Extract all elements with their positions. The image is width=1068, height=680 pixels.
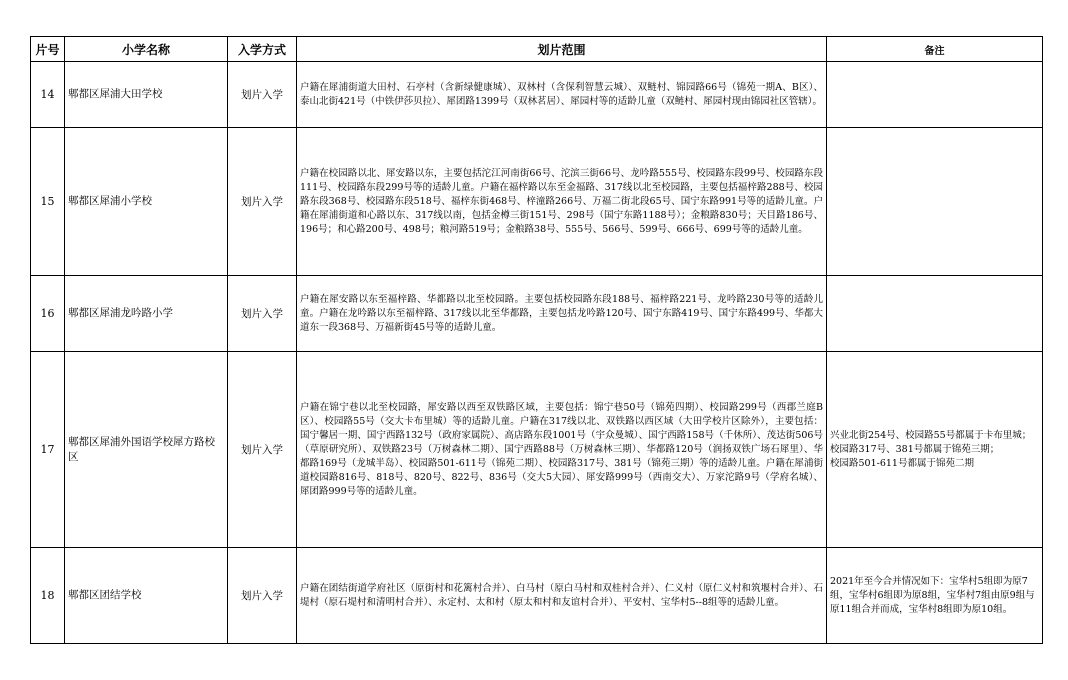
header-note: 备注 — [827, 37, 1043, 62]
school-name: 郫都区犀浦小学校 — [65, 128, 228, 276]
note — [827, 62, 1043, 128]
enroll-method: 划片入学 — [228, 548, 297, 644]
header-zone-scope: 划片范围 — [297, 37, 827, 62]
zone-scope: 户籍在校园路以北、犀安路以东，主要包括沱江河南街66号、沱滨三街66号、龙吟路555号、校园路东段99号、校园路东段111号、校园路东段299号等的适龄儿童。户籍在福梓路以东至金福路、317线以北至校园路，主要包括福梓路288号、校园路东段368号、校园路东段518号、福梓东街468号、梓潼路266号、万福二街北段65号、国宁东路991号等的适龄儿童。户籍在犀浦街道和心路以东、317线以南，包括金樽三街151号、298号（国宁东路1188号）；金粮路830号；天目路186号、196号；和心路200号、498号；粮河路519号；金粮路38号、555号、566号、599号、666号、699号等的适龄儿童。 — [297, 128, 827, 276]
enrollment-zone-table — [30, 36, 1043, 644]
note — [827, 128, 1043, 276]
school-name: 郫都区犀浦龙吟路小学 — [65, 276, 228, 352]
table-row — [31, 62, 1043, 128]
zone-scope: 户籍在团结街道学府社区（原街村和花篱村合并）、白马村（原白马村和双桂村合并）、仁义村（原仁义村和筑堰村合并）、石堤村（原石堤村和清明村合并）、永定村、太和村（原太和村和友谊村合并）、平安村、宝华村5--8组等的适龄儿童。 — [297, 548, 827, 644]
table-row — [31, 352, 1043, 548]
school-name: 郫都区犀浦外国语学校犀方路校区 — [65, 352, 228, 548]
enroll-method: 划片入学 — [228, 276, 297, 352]
row-no: 14 — [31, 62, 65, 128]
enroll-method: 划片入学 — [228, 352, 297, 548]
header-no: 片号 — [31, 37, 65, 62]
zone-scope: 户籍在锦宁巷以北至校园路，犀安路以西至双铁路区域，主要包括：锦宁巷50号（锦苑四期）、校园路299号（西郡兰庭B区）、校园路55号（交大卡布里城）等的适龄儿童。户籍在317线以北、双铁路以西区域（大田学校片区除外），主要包括：国宁馨居一期、国宁西路132号（政府家属院）、高店路东段1001号（宇众曼城）、国宁西路158号（千休所）、茂达街506号（草原研究所）、双铁路23号（万树森林二期）、国宁西路88号（万树森林三期）、华都路120号（润扬双铁广场石犀里）、华都路169号（龙城半岛）、校园路501-611号（锦苑二期）、校园路317号、381号（锦苑三期）等的适龄儿童。户籍在犀浦街道校园路816号、818号、820号、822号、836号（交大5大园）、犀安路999号（西南交大）、万家沱路9号（学府名城）、犀团路999号等的适龄儿童。 — [297, 352, 827, 548]
zone-scope: 户籍在犀安路以东至福梓路、华都路以北至校园路。主要包括校园路东段188号、福梓路221号、龙吟路230号等的适龄儿童。户籍在龙吟路以东至福梓路、317线以北至华都路，主要包括龙吟路120号、国宁东路419号、国宁东路499号、华都大道东一段368号、万福新街45号等的适龄儿童。 — [297, 276, 827, 352]
header-school-name: 小学名称 — [65, 37, 228, 62]
note: 兴业北街254号、校园路55号都属于卡布里城； 校园路317号、381号都属于锦苑三期； 校园路501-611号都属于锦苑二期 — [827, 352, 1043, 548]
school-name: 郫都区犀浦大田学校 — [65, 62, 228, 128]
table-row — [31, 128, 1043, 276]
row-no: 18 — [31, 548, 65, 644]
header-enroll-method: 入学方式 — [228, 37, 297, 62]
enroll-method: 划片入学 — [228, 128, 297, 276]
row-no: 16 — [31, 276, 65, 352]
table-row — [31, 276, 1043, 352]
enroll-method: 划片入学 — [228, 62, 297, 128]
table-row — [31, 548, 1043, 644]
row-no: 17 — [31, 352, 65, 548]
header-row — [31, 37, 1043, 62]
note: 2021年至今合并情况如下：宝华村5组即为原7组，宝华村6组即为原8组，宝华村7组由原9组与原11组合并而成，宝华村8组即为原10组。 — [827, 548, 1043, 644]
note — [827, 276, 1043, 352]
school-name: 郫都区团结学校 — [65, 548, 228, 644]
zone-scope: 户籍在犀浦街道大田村、石亭村（含新绿健康城）、双林村（含保利智慧云城）、双鲢村、锦园路66号（锦苑一期A、B区）、泰山北街421号（中铁伊莎贝拉）、犀团路1399号（双林茗居）、犀园村等的适龄儿童（双鲢村、犀园村现由锦园社区管辖）。 — [297, 62, 827, 128]
row-no: 15 — [31, 128, 65, 276]
